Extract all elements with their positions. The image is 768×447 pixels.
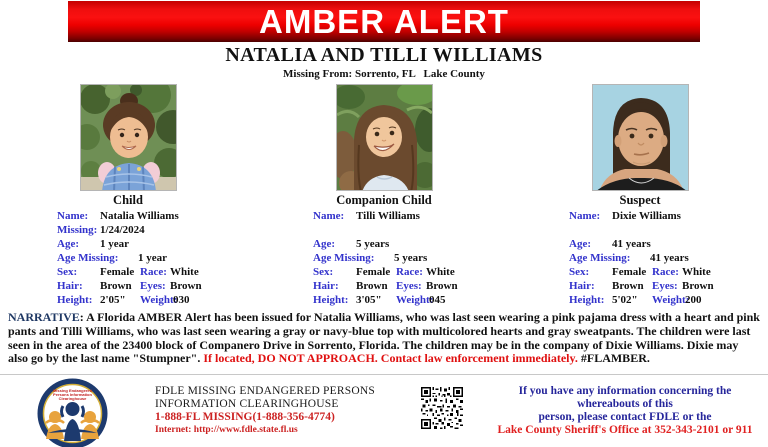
clearinghouse-logo-icon (36, 377, 109, 447)
height-label: Height: (313, 294, 349, 306)
weight-value: 200 (685, 294, 702, 306)
field-age (569, 237, 768, 251)
name-label: Name: (313, 210, 345, 222)
field-hair-eyes (57, 279, 256, 293)
amber-alert-banner (68, 1, 700, 42)
field-age-missing (569, 251, 768, 265)
weight-label: Weight: (140, 294, 178, 306)
weight-label: Weight: (396, 294, 434, 306)
sex-label: Sex: (569, 266, 590, 278)
name-label: Name: (57, 210, 89, 222)
person-role: Child (113, 193, 143, 207)
field-name (569, 209, 768, 223)
hair-value: Brown (356, 280, 388, 292)
person-column-child (0, 84, 256, 307)
field-age-missing (313, 251, 512, 265)
age-label: Age: (313, 238, 335, 250)
banner-title: AMBER ALERT (259, 2, 509, 40)
age-value: 5 years (356, 238, 390, 250)
age-value: 41 years (612, 238, 651, 250)
name-value: Tilli Williams (356, 210, 420, 222)
field-height-weight (569, 293, 768, 307)
eyes-label: Eyes: (396, 280, 422, 292)
age-label: Age: (57, 238, 79, 250)
eyes-value: Brown (426, 280, 458, 292)
weight-value: 045 (429, 294, 446, 306)
field-missing (313, 223, 512, 237)
height-value: 3'05" (356, 294, 382, 306)
person-role: Companion Child (336, 193, 432, 207)
age-missing-label: Age Missing: (313, 252, 375, 264)
narrative-hashtag: #FLAMBER. (577, 351, 650, 366)
contact-sheriff-line: Lake County Sheriff's Office at 352-343-2101 or 911 (497, 423, 753, 436)
sex-value: Female (100, 266, 135, 278)
website-url: Internet: http://www.fdle.state.fl.us (155, 425, 298, 436)
age-missing-value: 41 years (650, 252, 689, 264)
field-missing (569, 223, 768, 237)
age-missing-label: Age Missing: (57, 252, 119, 264)
name-value: Dixie Williams (612, 210, 681, 222)
logo-text: Missing Endangered Persons Information Clearinghouse (52, 388, 93, 402)
height-label: Height: (57, 294, 93, 306)
race-value: White (170, 266, 199, 278)
person-column-suspect (512, 84, 768, 307)
person-column-companion-child (256, 84, 512, 307)
sex-value: Female (356, 266, 391, 278)
height-value: 5'02" (612, 294, 638, 306)
age-missing-label: Age Missing: (569, 252, 631, 264)
field-sex-race (569, 265, 768, 279)
org-line1: FDLE MISSING ENDANGERED PERSONS (155, 385, 375, 398)
race-label: Race: (396, 266, 423, 278)
weight-value: 030 (173, 294, 190, 306)
age-missing-value: 5 years (394, 252, 428, 264)
contact-line2: person, please contact FDLE or the (538, 410, 712, 423)
name-value: Natalia Williams (100, 210, 179, 222)
footer (0, 375, 768, 447)
field-sex-race (313, 265, 512, 279)
person-details (313, 209, 512, 307)
person-role: Suspect (619, 193, 661, 207)
clearinghouse-info (155, 385, 375, 436)
field-name (313, 209, 512, 223)
org-line2: INFORMATION CLEARINGHOUSE (155, 398, 339, 411)
field-hair-eyes (313, 279, 512, 293)
page-title: NATALIA AND TILLI WILLIAMS (225, 44, 543, 66)
sex-value: Female (612, 266, 647, 278)
height-value: 2'05" (100, 294, 126, 306)
race-label: Race: (140, 266, 167, 278)
name-label: Name: (569, 210, 601, 222)
missing-value: 1/24/2024 (100, 224, 145, 236)
narrative-label: NARRATIVE (8, 310, 80, 324)
field-height-weight (313, 293, 512, 307)
hair-value: Brown (612, 280, 644, 292)
hair-label: Hair: (313, 280, 339, 292)
field-height-weight (57, 293, 256, 307)
suspect-photo (592, 84, 689, 191)
race-value: White (682, 266, 711, 278)
contact-instructions (488, 385, 762, 436)
eyes-label: Eyes: (652, 280, 678, 292)
narrative-body: : A Florida AMBER Alert has been issued for Natalia Williams, who was last seen wearing a pink pajama dress with a heart and pink pants and Tilli Williams, who was last seen wearing a gray or navy-blue top with multicolored hearts and gray sweatpants. The children were last seen in the area of the 23400 block of Companero Drive in Sorrento, Florida. The children may be in the company of Dixie Williams. Dixie may also go by the last name "Stumpner". (8, 310, 760, 366)
person-details (569, 209, 768, 307)
race-value: White (426, 266, 455, 278)
sex-label: Sex: (57, 266, 78, 278)
hair-label: Hair: (57, 280, 83, 292)
age-label: Age: (569, 238, 591, 250)
sex-label: Sex: (313, 266, 334, 278)
persons-row (0, 84, 768, 307)
qr-code-icon (421, 387, 463, 429)
field-age (57, 237, 256, 251)
child-photo (80, 84, 177, 191)
narrative-paragraph (8, 311, 760, 366)
weight-label: Weight: (652, 294, 690, 306)
companion-child-photo (336, 84, 433, 191)
age-missing-value: 1 year (138, 252, 168, 264)
eyes-value: Brown (170, 280, 202, 292)
field-hair-eyes (569, 279, 768, 293)
race-label: Race: (652, 266, 679, 278)
field-sex-race (57, 265, 256, 279)
missing-from-line: Missing From: Sorrento, FL Lake County (283, 68, 485, 80)
field-age-missing (57, 251, 256, 265)
field-missing (57, 223, 256, 237)
field-name (57, 209, 256, 223)
missing-label: Missing: (57, 224, 98, 236)
contact-line1: If you have any information concerning the whereabouts of this (518, 385, 732, 410)
hotline-phone: 1-888-FL MISSING(1-888-356-4774) (155, 411, 335, 424)
age-value: 1 year (100, 238, 130, 250)
eyes-value: Brown (682, 280, 714, 292)
narrative-warning: If located, DO NOT APPROACH. Contact law enforcement immediately. (203, 351, 578, 366)
hair-label: Hair: (569, 280, 595, 292)
hair-value: Brown (100, 280, 132, 292)
person-details (57, 209, 256, 307)
field-age (313, 237, 512, 251)
eyes-label: Eyes: (140, 280, 166, 292)
height-label: Height: (569, 294, 605, 306)
